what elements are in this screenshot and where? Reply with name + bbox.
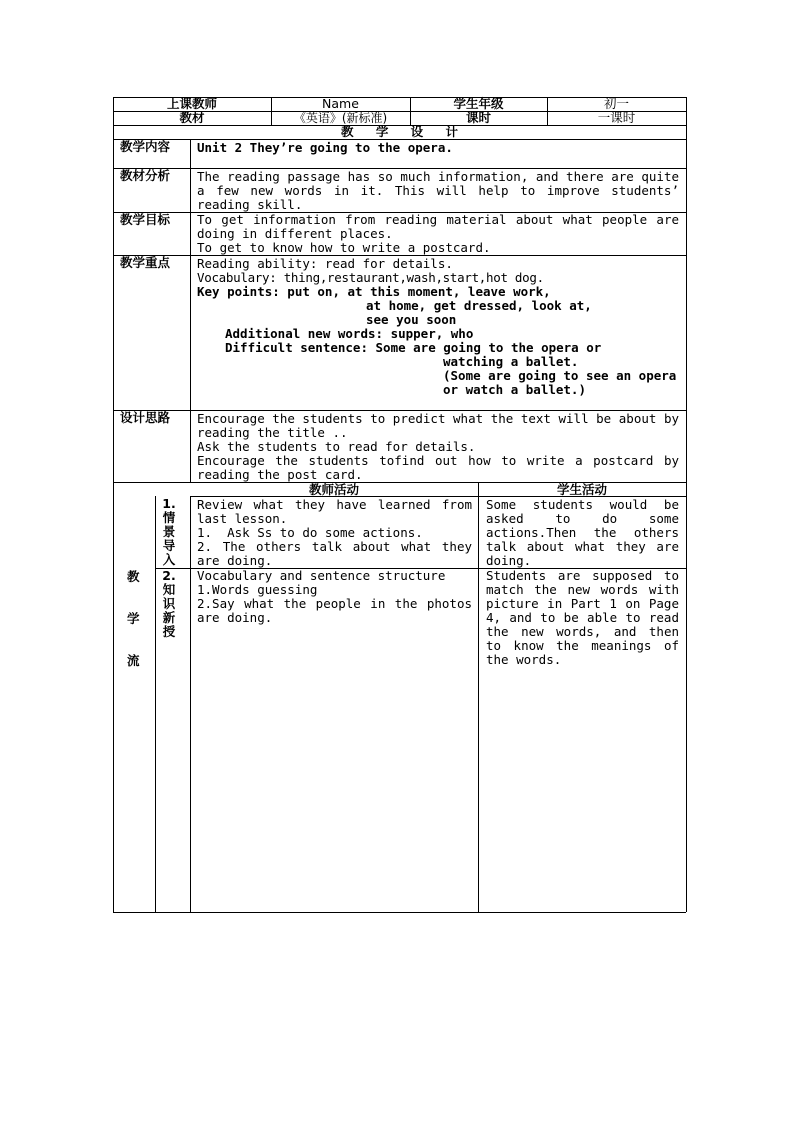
step1-teacher-3: 2. The others talk about what they are doing. [197, 539, 472, 568]
grade-label: 学生年级 [453, 96, 504, 111]
content-label: 教学内容 [120, 139, 171, 154]
step2-teacher-3: 2.Say what the people in the photos are doing. [197, 596, 472, 625]
teacher-label: 上课教师 [166, 96, 217, 111]
teacher-activity-header: 教师活动 [308, 482, 359, 497]
key-line-9: (Some are going to see an opera [443, 368, 677, 383]
step2-teacher-2: 1.Words guessing [197, 582, 318, 597]
key-label: 教学重点 [120, 255, 171, 270]
key-line-7: Difficult sentence: Some are going to the opera or [225, 340, 602, 355]
step2-label: 2.知识新授 [162, 568, 176, 639]
idea-label: 设计思路 [120, 410, 171, 425]
key-line-5: see you soon [366, 312, 457, 327]
key-line-6: Additional new words: supper, who [225, 326, 474, 341]
key-line-4: at home, get dressed, look at, [366, 298, 592, 313]
step1-student: Some students would be asked to do some actions.Then the others talk about what they are doing. [486, 497, 679, 568]
idea-line-3: Encourage the students tofind out how to write a postcard by reading the post card. [197, 453, 679, 482]
key-line-10: or watch a ballet.) [443, 382, 586, 397]
goal-line-1: To get information from reading material about what people are doing in different places. [197, 212, 679, 241]
idea-line-1: Encourage the students to predict what the text will be about by reading the title .. [197, 411, 679, 440]
analysis-label: 教材分析 [120, 168, 171, 183]
idea-line-2: Ask the students to read for details. [197, 439, 476, 454]
student-activity-header: 学生活动 [556, 482, 607, 497]
grade-value: 初一 [603, 96, 629, 111]
analysis-value: The reading passage has so much information, and there are quite a few new words in it. This will help to improve students’ reading skill. [197, 169, 679, 212]
goal-label: 教学目标 [120, 212, 171, 227]
side-label-3: 流 [127, 653, 140, 668]
step1-teacher-2: 1. Ask Ss to do some actions. [197, 525, 423, 540]
goal-line-2: To get to know how to write a postcard. [197, 240, 491, 255]
key-line-8: watching a ballet. [443, 354, 579, 369]
period-value: 一课时 [597, 110, 636, 125]
step2-teacher-1: Vocabulary and sentence structure [197, 568, 446, 583]
side-label-2: 学 [127, 611, 140, 626]
step1-teacher-1: Review what they have learned from last lesson. [197, 497, 472, 526]
textbook-value: 《英语》(新标准) [293, 111, 388, 125]
teacher-value: Name [322, 96, 359, 111]
content-value: Unit 2 They’re going to the opera. [197, 140, 453, 155]
key-line-1: Reading ability: read for details. [197, 256, 453, 271]
side-label-1: 教 [127, 569, 140, 584]
step1-label: 1.情景导入 [162, 496, 176, 567]
key-line-2: Vocabulary: thing,restaurant,wash,start,hot dog. [197, 270, 544, 285]
key-line-3: Key points: put on, at this moment, leave work, [197, 284, 551, 299]
textbook-label: 教材 [179, 110, 205, 125]
period-label: 课时 [465, 110, 491, 125]
design-title: 教 学 设 计 [340, 124, 459, 139]
step2-student: Students are supposed to match the new words with picture in Part 1 on Page 4, and to be able to read the new words, and then to know the meanings of the words. [486, 568, 679, 667]
